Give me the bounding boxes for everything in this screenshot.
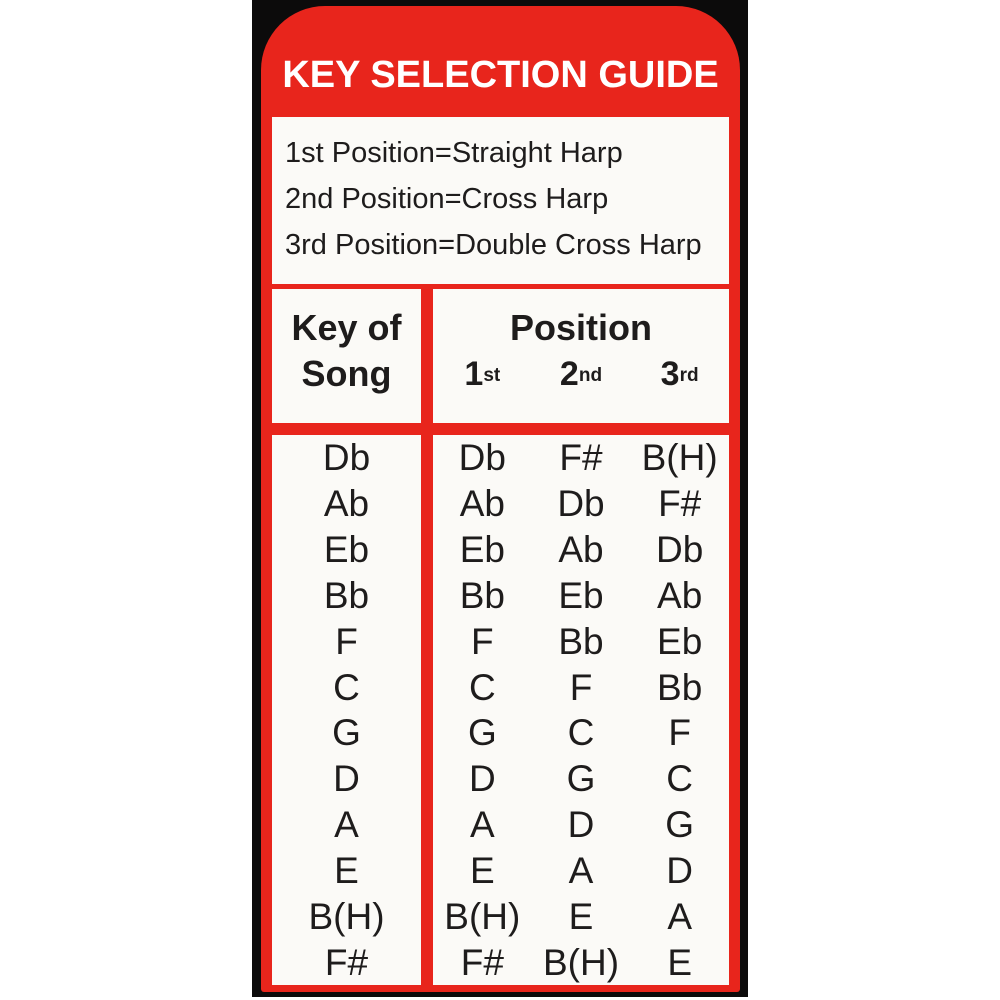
ordinal-3rd-base: 3 [660,355,680,393]
pos1-cell: A [469,804,495,846]
pos1-cell: Eb [459,529,505,571]
position-header-label: Position [510,307,652,348]
ordinal-2nd-sup: nd [578,365,603,387]
position-legend [272,117,729,284]
song-key-cell: F# [324,941,369,983]
pos1-cell: Db [458,437,506,479]
page-title: KEY SELECTION GUIDE [282,54,719,96]
song-key-cell: Ab [323,483,370,525]
ordinal-1st [433,351,532,397]
ordinal-1st-sup: st [483,365,501,387]
song-key-cell: E [334,849,359,891]
song-key-cell: B(H) [308,895,385,937]
pos3-cell: G [665,804,695,846]
guide-card [261,6,740,992]
song-key-cell: Bb [323,574,370,616]
key-of-song-header [272,289,421,423]
pos2-cell: Ab [558,529,604,571]
pos1-cell: Ab [459,483,505,525]
pos2-cell: B(H) [542,941,620,983]
pos3-cell: Db [656,529,704,571]
song-key-cell: D [333,758,360,800]
pos1-cell: Bb [459,574,505,616]
pos3-cell: Bb [657,666,703,708]
pos3-cell: Eb [657,620,703,662]
position-ordinals-row [433,351,729,397]
position-header [433,289,729,423]
pos2-cell: D [567,804,595,846]
ordinal-3rd [630,351,729,397]
ordinal-2nd [532,351,631,397]
pos2-cell: F [569,666,593,708]
ordinal-2nd-base: 2 [559,355,579,393]
pos1-cell: G [467,712,497,754]
pos3-cell: Ab [657,574,703,616]
pos1-cell: D [468,758,496,800]
pos1-cell: C [468,666,496,708]
pos1-cell: F# [460,941,504,983]
pos3-cell: D [666,849,694,891]
song-key-cell: A [334,804,359,846]
guide-card-outline [252,0,748,997]
pos1-cell: E [469,849,495,891]
pos2-cell: F# [559,437,603,479]
song-key-cell: Eb [323,529,370,571]
pos3-cell: E [667,941,692,983]
pos2-cell: Eb [558,574,604,616]
pos3-cell: F# [658,483,702,525]
song-key-cell: G [332,712,361,754]
legend-line-1: 1st Position=Straight Harp [285,137,623,169]
pos2-cell: Db [557,483,605,525]
pos3-cell: A [667,895,692,937]
pos3-cell: F [668,712,691,754]
song-key-cell: F [335,620,358,662]
pos2-cell: C [567,712,595,754]
key-of-song-column [272,435,421,985]
legend-line-3: 3rd Position=Double Cross Harp [285,229,702,261]
ordinal-3rd-sup: rd [679,365,699,387]
key-selection-table [272,289,729,985]
pos2-cell: A [568,849,594,891]
pos2-cell: E [568,895,594,937]
pos1-cell: F [471,620,494,662]
key-of-song-header-line1: Key of [291,307,402,348]
pos2-cell: G [566,758,596,800]
ordinal-1st-base: 1 [464,355,484,393]
song-key-cell: C [333,666,360,708]
pos1-cell: B(H) [444,895,521,937]
pos3-cell: B(H) [641,437,718,479]
song-key-cell: Db [322,437,371,479]
position-columns [433,435,729,985]
pos2-cell: Bb [558,620,604,662]
pos3-cell: C [666,758,694,800]
key-of-song-header-line2: Song [301,353,392,394]
legend-line-2: 2nd Position=Cross Harp [285,183,609,215]
